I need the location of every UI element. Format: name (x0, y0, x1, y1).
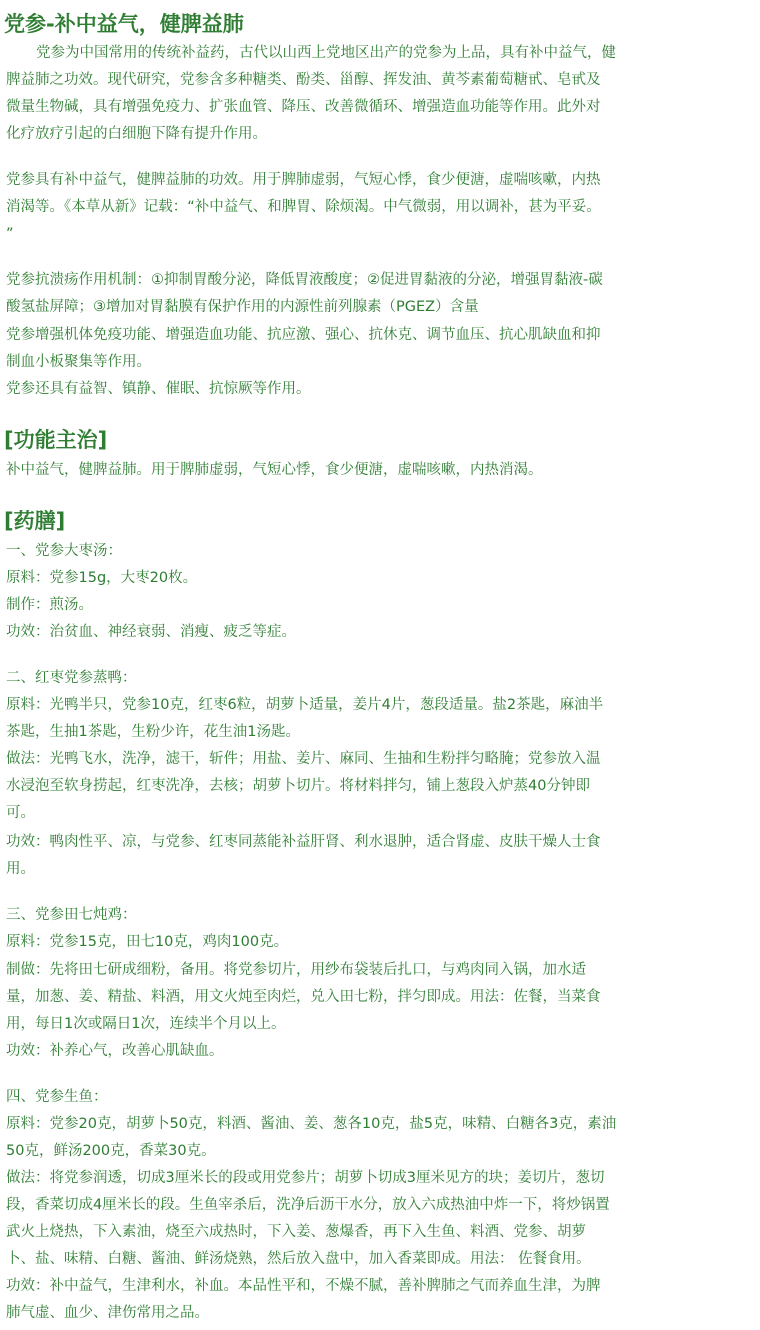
mechanism-line: 酸氢盐屏障；③增加对胃黏膜有保护作用的内源性前列腺素（PGEZ）含量 (6, 299, 479, 315)
recipe-title: 二、红枣党参蒸鸭： (6, 670, 137, 686)
efficacy-line: ” (6, 226, 14, 242)
efficacy-line: 党参具有补中益气，健脾益肺的功效。用于脾肺虚弱，气短心悸，食少便溏，虚喘咳嗽，内热 (6, 172, 601, 188)
article-title: 党参-补中益气，健脾益肺 (4, 12, 244, 36)
recipe-line: 做法：光鸭飞水，洗净，滤干，斩件；用盐、姜片、麻同、生抽和生粉拌匀略腌；党参放入温 (6, 751, 601, 767)
functions-heading: [功能主治] (4, 428, 108, 452)
recipe-line: 武火上烧热，下入素油，烧至六成热时，下入姜、葱爆香，再下入生鱼、料酒、党参、胡萝 (6, 1224, 586, 1240)
recipe-line: 原料：光鸭半只，党参10克，红枣6粒，胡萝卜适量，姜片4片，葱段适量。盐2茶匙，麻油半 (6, 697, 604, 713)
recipe-line: 制作：煎汤。 (6, 597, 93, 613)
recipe-line: 水浸泡至软身捞起，红枣洗净，去核；胡萝卜切片。将材料拌匀，铺上葱段入炉蒸40分钟即 (6, 778, 590, 794)
recipe-line: 卜、盐、味精、白糖、酱油、鲜汤烧熟，然后放入盘中，加入香菜即成。用法： 佐餐食用。 (6, 1251, 591, 1267)
recipe-line: 原料：党参20克，胡萝卜50克，料酒、酱油、姜、葱各10克，盐5克，味精、白糖各3克，素油 (6, 1116, 617, 1132)
efficacy-line: 消渴等。《本草从新》记载：“补中益气、和脾胃、除烦渴。中气微弱，用以调补，甚为平妥。 (6, 199, 601, 215)
mechanism-line: 党参增强机体免疫功能、增强造血功能、抗应激、强心、抗休克、调节血压、抗心肌缺血和抑 (6, 327, 601, 343)
intro-line: 微量生物碱，具有增强免疫力、扩张血管、降压、改善微循环、增强造血功能等作用。此外对 (6, 99, 601, 115)
recipe-title: 一、党参大枣汤： (6, 543, 122, 559)
recipe-line: 功效：治贫血、神经衰弱、消瘦、疲乏等症。 (6, 624, 296, 640)
recipe-line: 肺气虚、血少、津伤常用之品。 (6, 1305, 209, 1321)
functions-text: 补中益气，健脾益肺。用于脾肺虚弱，气短心悸，食少便溏，虚喘咳嗽，内热消渴。 (6, 462, 543, 478)
recipe-line: 功效：补中益气，生津利水，补血。本品性平和，不燥不腻，善补脾肺之气而养血生津，为脾 (6, 1278, 601, 1294)
recipe-line: 50克，鲜汤200克，香菜30克。 (6, 1143, 216, 1159)
recipe-line: 可。 (6, 805, 35, 821)
intro-line: 党参为中国常用的传统补益药，古代以山西上党地区出产的党参为上品，具有补中益气，健 (36, 45, 616, 61)
recipe-line: 茶匙，生抽1茶匙，生粉少许，花生油1汤匙。 (6, 724, 300, 740)
mechanism-line: 党参抗溃疡作用机制：①抑制胃酸分泌，降低胃液酸度；②促进胃黏液的分泌，增强胃黏液-碳 (6, 272, 603, 288)
intro-line: 脾益肺之功效。现代研究，党参含多种糖类、酚类、甾醇、挥发油、黄芩素葡萄糖甙、皂甙及 (6, 72, 601, 88)
recipe-line: 用，每日1次或隔日1次，连续半个月以上。 (6, 1016, 286, 1032)
recipe-line: 功效：补养心气，改善心肌缺血。 (6, 1043, 224, 1059)
recipes-heading: [药膳] (4, 509, 66, 533)
recipe-title: 三、党参田七炖鸡： (6, 907, 137, 923)
mechanism-line: 党参还具有益智、镇静、催眠、抗惊厥等作用。 (6, 381, 311, 397)
recipe-title: 四、党参生鱼： (6, 1089, 108, 1105)
recipe-line: 原料：党参15克，田七10克，鸡肉100克。 (6, 934, 289, 950)
recipe-line: 功效：鸭肉性平、凉，与党参、红枣同蒸能补益肝肾、利水退肿，适合肾虚、皮肤干燥人士食 (6, 834, 601, 850)
recipe-line: 量，加葱、姜、精盐、料酒，用文火炖至肉烂，兑入田七粉，拌匀即成。用法：佐餐，当菜食 (6, 989, 601, 1005)
recipe-line: 制做：先将田七研成细粉，备用。将党参切片，用纱布袋装后扎口，与鸡肉同入锅，加水适 (6, 962, 586, 978)
recipe-line: 用。 (6, 861, 35, 877)
recipe-line: 原料：党参15g，大枣20枚。 (6, 570, 198, 586)
intro-line: 化疗放疗引起的白细胞下降有提升作用。 (6, 126, 267, 142)
recipe-line: 段，香菜切成4厘米长的段。生鱼宰杀后，洗净后沥干水分，放入六成热油中炸一下，将炒锅置 (6, 1197, 610, 1213)
recipe-line: 做法：将党参润透，切成3厘米长的段或用党参片；胡萝卜切成3厘米见方的块；姜切片，葱切 (6, 1170, 605, 1186)
mechanism-line: 制血小板聚集等作用。 (6, 354, 151, 370)
